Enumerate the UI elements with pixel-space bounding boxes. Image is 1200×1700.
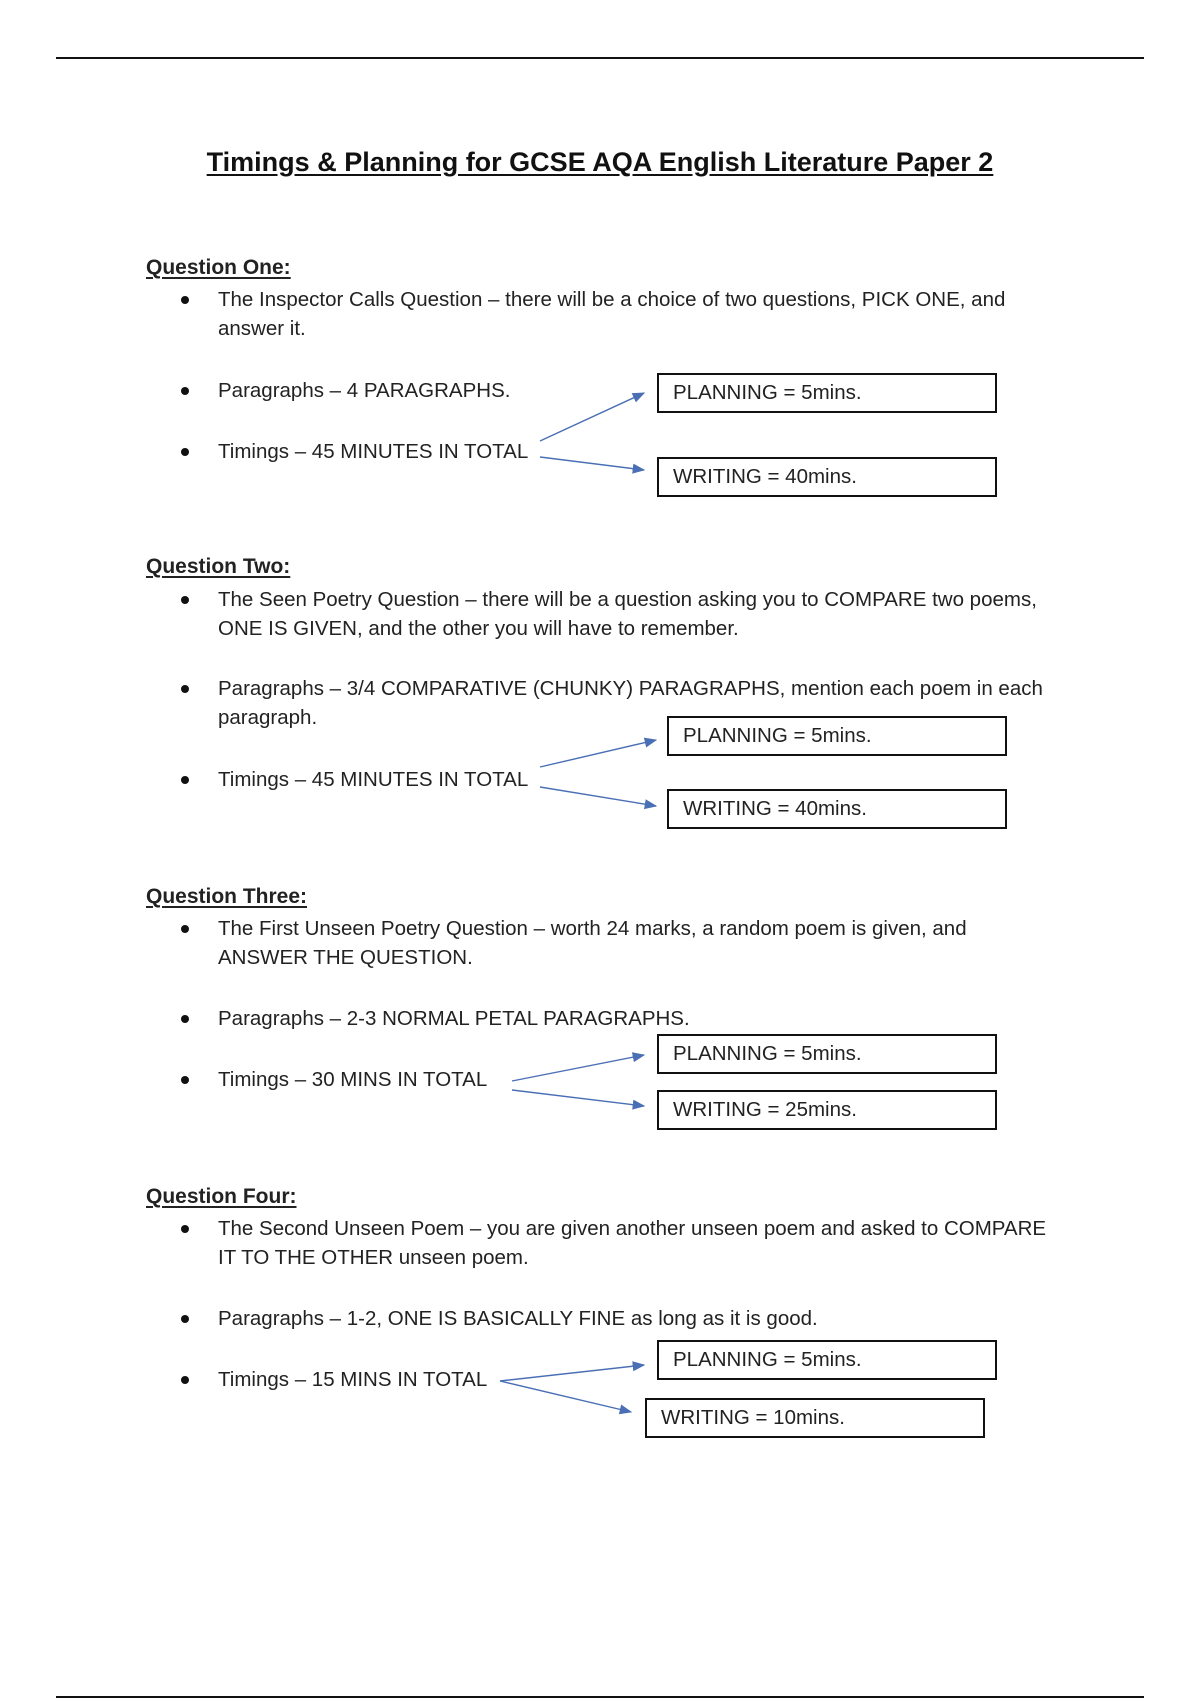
- q2-writing-box: WRITING = 40mins.: [667, 789, 1007, 829]
- q4-planning-box: PLANNING = 5mins.: [657, 1340, 997, 1380]
- bullet-icon: [181, 1225, 189, 1233]
- q4-writing-box: WRITING = 10mins.: [645, 1398, 985, 1438]
- q3-bullet-timings: Timings – 30 MINS IN TOTAL: [181, 1065, 1061, 1094]
- bullet-icon: [181, 925, 189, 933]
- q3-planning-box: PLANNING = 5mins.: [657, 1034, 997, 1074]
- bullet-icon: [181, 776, 189, 784]
- q2-heading: Question Two:: [146, 555, 291, 578]
- q1-bullet-timings: Timings – 45 MINUTES IN TOTAL: [181, 437, 1061, 466]
- q3-bullet-description: The First Unseen Poetry Question – worth 24 marks, a random poem is given, and ANSWER THE QUESTION.: [181, 914, 1061, 972]
- bullet-icon: [181, 448, 189, 456]
- bullet-icon: [181, 1015, 189, 1023]
- q1-writing-box: WRITING = 40mins.: [657, 457, 997, 497]
- q4-heading: Question Four:: [146, 1185, 297, 1208]
- bullet-icon: [181, 1376, 189, 1384]
- q1-bullet-paragraphs: Paragraphs – 4 PARAGRAPHS.: [181, 376, 1061, 405]
- q2-bullet-paragraphs: Paragraphs – 3/4 COMPARATIVE (CHUNKY) PARAGRAPHS, mention each poem in each paragraph.: [181, 674, 1061, 732]
- q3-writing-box: WRITING = 25mins.: [657, 1090, 997, 1130]
- bullet-icon: [181, 685, 189, 693]
- q2-planning-box: PLANNING = 5mins.: [667, 716, 1007, 756]
- q3-bullet-paragraphs: Paragraphs – 2-3 NORMAL PETAL PARAGRAPHS.: [181, 1004, 1061, 1033]
- q3-heading: Question Three:: [146, 885, 308, 908]
- page-title: Timings & Planning for GCSE AQA English Literature Paper 2: [206, 147, 994, 177]
- bullet-icon: [181, 1076, 189, 1084]
- q1-heading: Question One:: [146, 256, 291, 279]
- bottom-rule: [56, 1696, 1144, 1698]
- q2-bullet-timings: Timings – 45 MINUTES IN TOTAL: [181, 765, 1061, 794]
- q1-planning-box: PLANNING = 5mins.: [657, 373, 997, 413]
- bullet-icon: [181, 296, 189, 304]
- q4-bullet-paragraphs: Paragraphs – 1-2, ONE IS BASICALLY FINE as long as it is good.: [181, 1304, 1061, 1333]
- q2-planning-arrow: [540, 740, 656, 767]
- q1-bullet-description: The Inspector Calls Question – there will be a choice of two questions, PICK ONE, and answer it.: [181, 285, 1061, 343]
- q2-bullet-description: The Seen Poetry Question – there will be a question asking you to COMPARE two poems, ONE IS GIVEN, and the other you will have to remember.: [181, 585, 1061, 643]
- q4-bullet-timings: Timings – 15 MINS IN TOTAL: [181, 1365, 1061, 1394]
- bullet-icon: [181, 596, 189, 604]
- top-rule: [56, 57, 1144, 59]
- bullet-icon: [181, 1315, 189, 1323]
- bullet-icon: [181, 387, 189, 395]
- q4-bullet-description: The Second Unseen Poem – you are given another unseen poem and asked to COMPARE IT TO THE OTHER unseen poem.: [181, 1214, 1061, 1272]
